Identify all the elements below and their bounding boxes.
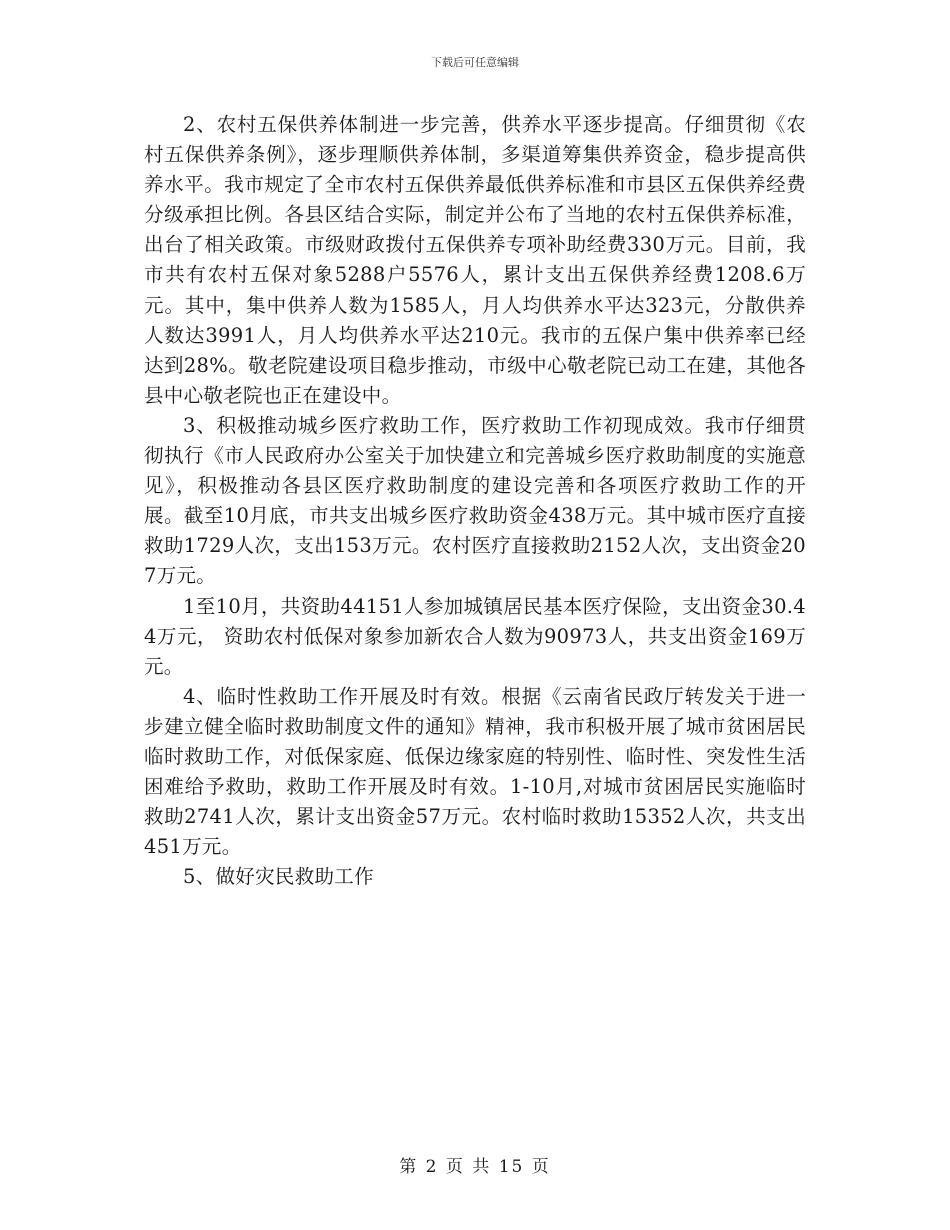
paragraph-temporary-aid: 4、临时性救助工作开展及时有效。根据《云南省民政厅转发关于进一步建立健全临时救助制度文件的通知》精神，我市积极开展了城市贫困居民临时救助工作，对低保家庭、低保边缘家庭的特别性、临时性、突发性生活困难给予救助，救助工作开展及时有效。1-10月,对城市贫困居民实施临时救助2741人次，累计支出资金57万元。农村临时救助15352人次，共支出451万元。	[144, 684, 806, 859]
paragraph-wubao-support: 2、农村五保供养体制进一步完善，供养水平逐步提高。仔细贯彻《农村五保供养条例》，逐步理顺供养体制，多渠道筹集供养资金，稳步提高供养水平。我市规定了全市农村五保供养最低供养标准和市县区五保供养经费分级承担比例。各县区结合实际，制定并公布了当地的农村五保供养标准，出台了相关政策。市级财政拨付五保供养专项补助经费330万元。目前，我市共有农村五保对象5288户5576人，累计支出五保供养经费1208.6万元。其中，集中供养人数为1585人，月人均供养水平达323元，分散供养人数达3991人，月人均供养水平达210元。我市的五保户集中供养率已经达到28%。敬老院建设项目稳步推动，市级中心敬老院已动工在建，其他各县中心敬老院也正在建设中。	[144, 113, 806, 407]
page-number-footer: 第 2 页 共 15 页	[399, 1157, 551, 1177]
document-body	[144, 110, 806, 892]
paragraph-disaster-relief: 5、做好灾民救助工作	[183, 865, 374, 889]
page-header-note: 下载后可任意编辑	[431, 56, 519, 69]
paragraph-insurance-subsidy: 1至10月，共资助44151人参加城镇居民基本医疗保险，支出资金30.44万元， 资助农村低保对象参加新农合人数为90973人，共支出资金169万元。	[144, 594, 806, 678]
paragraph-medical-aid: 3、积极推动城乡医疗救助工作，医疗救助工作初现成效。我市仔细贯彻执行《市人民政府办公室关于加快建立和完善城乡医疗救助制度的实施意见》，积极推动各县区医疗救助制度的建设完善和各项医疗救助工作的开展。截至10月底，市共支出城乡医疗救助资金438万元。其中城市医疗直接救助1729人次，支出153万元。农村医疗直接救助2152人次，支出资金207万元。	[144, 413, 806, 588]
